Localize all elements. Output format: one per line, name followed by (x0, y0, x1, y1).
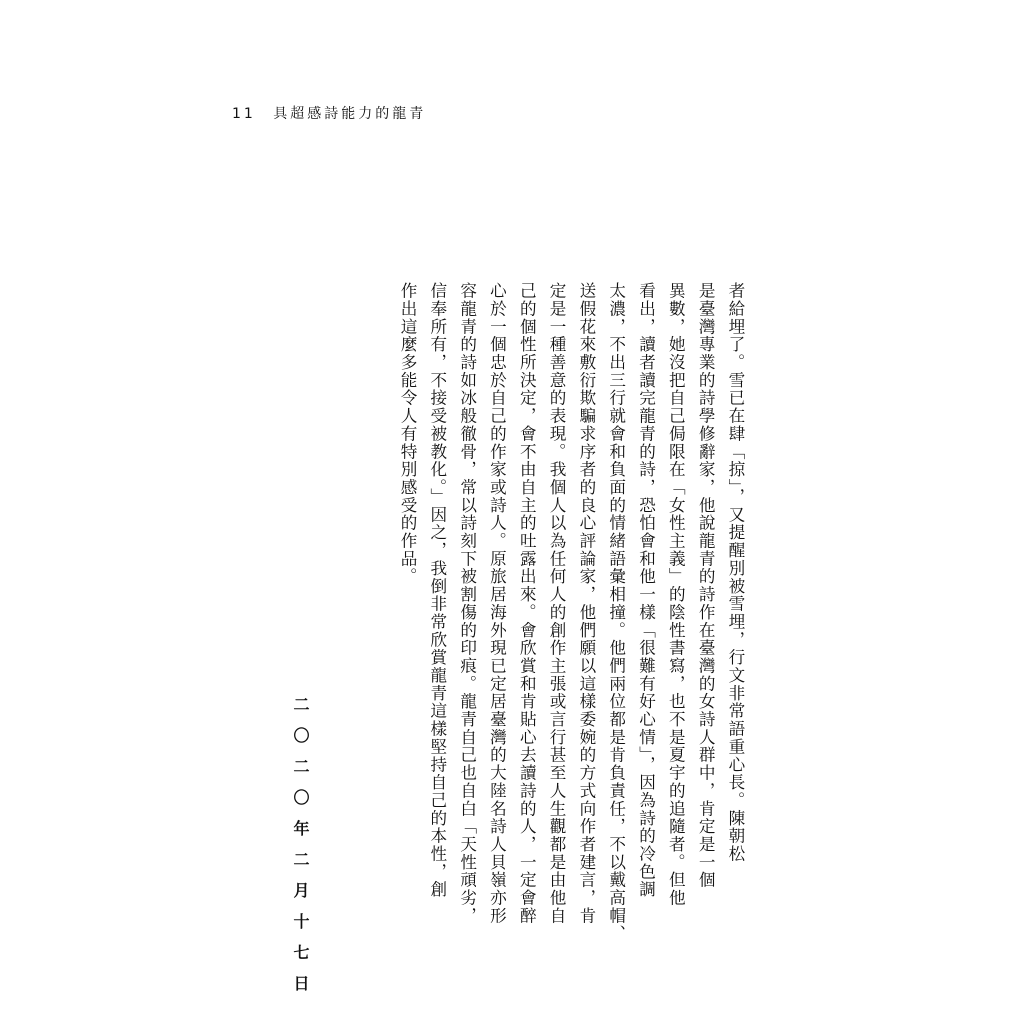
text-column: 送假花來敷衍欺騙求序者的良心評論家，他們願以這樣委婉的方式向作者建言，肯 (576, 282, 596, 925)
text-column: 異數，她沒把自己侷限在「女性主義」的陰性書寫，也不是夏宇的追隨者。但他 (666, 282, 686, 907)
text-column: 者給埋了。雪已在肆「掠」，又提醒別被雪埋，行文非常語重心長。陳朝松 (725, 282, 745, 863)
running-head (232, 103, 426, 123)
text-column: 心於一個忠於自己的作家或詩人。原旅居海外現已定居臺灣的大陸名詩人貝嶺亦形 (487, 282, 507, 925)
text-column: 是臺灣專業的詩學修辭家，他說龍青的詩作在臺灣的女詩人群中，肯定是一個 (696, 282, 716, 889)
date-signature: 二〇二〇年二月十七日 (291, 696, 310, 1006)
text-column: 太濃，不出三行就會和負面的情緒語彙相撞。他們兩位都是肯負責任，不以戴高帽、 (606, 282, 626, 943)
chapter-title: 具超感詩能力的龍青 (273, 106, 427, 122)
text-column: 信奉所有，不接受被教化。」因之，我倒非常欣賞龍青這樣堅持自己的本性，創 (427, 282, 447, 899)
page-number: 11 (232, 106, 256, 122)
text-column: 容龍青的詩如冰般徹骨，常以詩刻下被割傷的印痕。龍青自己也自白「天性頑劣， (457, 282, 477, 925)
text-column: 作出這麼多能令人有特別感受的作品。 (398, 282, 417, 586)
text-column: 看出，讀者讀完龍青的詩，恐怕會和他一樣「很難有好心情」，因為詩的冷色調 (636, 282, 656, 899)
text-column: 定是一種善意的表現。我個人以為任何人的創作主張或言行甚至人生觀都是由他自 (547, 282, 567, 925)
body-text (393, 282, 745, 943)
text-column: 己的個性所決定，會不由自主的吐露出來。會欣賞和肯貼心去讀詩的人，一定會醉 (517, 282, 537, 925)
